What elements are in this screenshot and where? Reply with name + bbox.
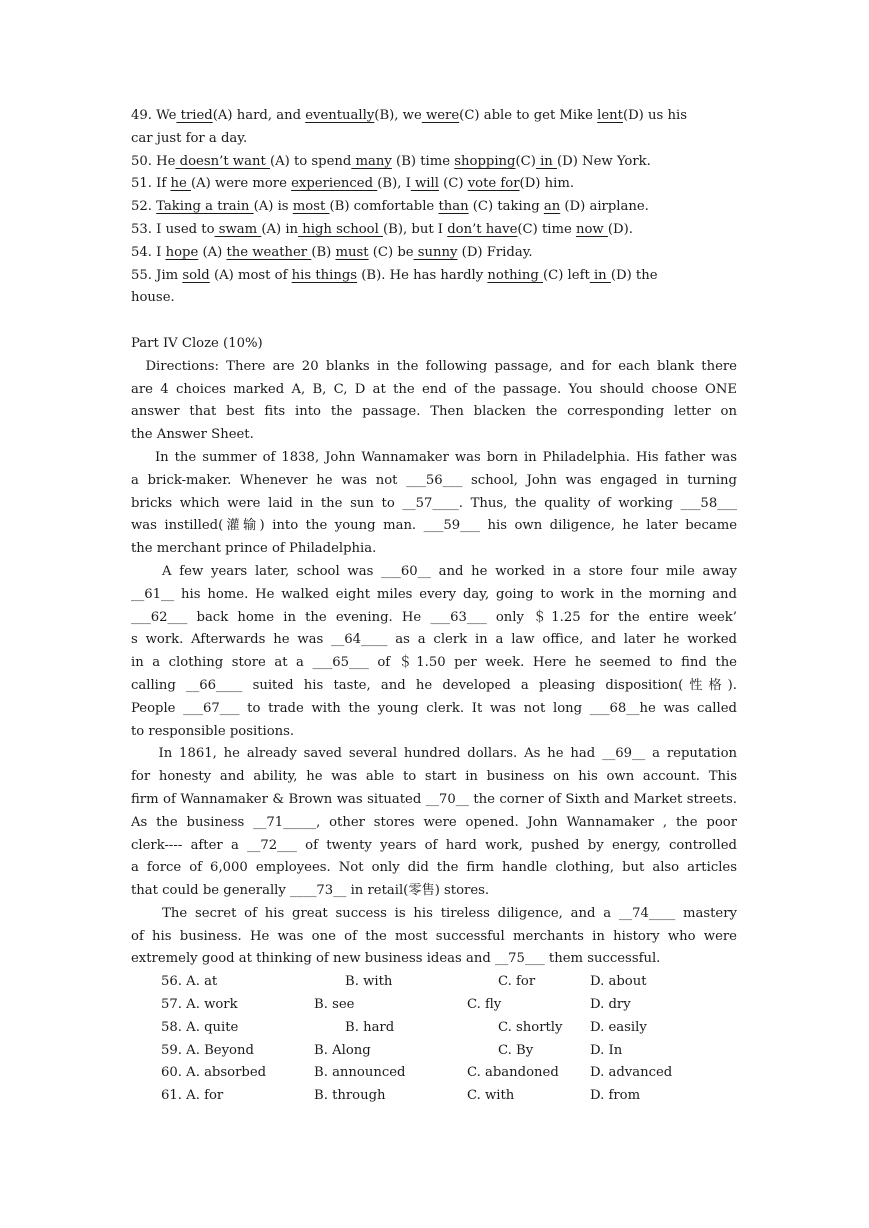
text-segment: (A) most of: [209, 267, 292, 283]
directions-line: are 4 choices marked A, B, C, D at the end of the passage. You should choose ONE: [131, 381, 737, 397]
text-segment: 52.: [131, 199, 157, 215]
choice-num: 60. A. absorbed: [161, 1065, 267, 1081]
passage-line: of his business. He was one of the most successful merchants in history who were: [131, 928, 737, 944]
choice-c: C. abandoned: [467, 1065, 559, 1081]
underlined-segment: sold: [182, 267, 210, 283]
text-segment: (C) be: [368, 244, 414, 260]
underlined-segment: were: [421, 108, 460, 123]
text-segment: 50. He: [131, 153, 176, 169]
choice-d: D. from: [590, 1088, 641, 1104]
choice-row: [131, 1017, 737, 1040]
underlined-segment: Taking a train: [156, 199, 254, 215]
underlined-segment: in: [589, 267, 611, 283]
passage-line: that could be generally ____73__ in retail(零售) stores.: [131, 883, 490, 899]
choice-row: [131, 1062, 737, 1085]
underlined-segment: will: [410, 176, 439, 192]
text-segment: house.: [131, 290, 175, 306]
text-segment: (C) able to get Mike: [459, 108, 598, 123]
text-segment: (B): [311, 244, 336, 260]
error-item-line: [131, 105, 737, 128]
underlined-segment: experienced: [291, 176, 378, 192]
underlined-segment: must: [335, 244, 369, 260]
text-segment: (D) us his: [622, 108, 687, 123]
underlined-segment: now: [575, 221, 608, 237]
passage-line: In the summer of 1838, John Wannamaker was born in Philadelphia. His father was: [131, 449, 737, 465]
choice-c: C. By: [498, 1042, 534, 1058]
choice-num: 57. A. work: [161, 997, 238, 1013]
text-segment: (C) taking: [468, 199, 544, 215]
text-segment: (D) the: [610, 267, 658, 283]
passage-line: a force of 6,000 employees. Not only did the firm handle clothing, but also articles: [131, 860, 737, 876]
choice-b: B. through: [314, 1088, 386, 1104]
cloze-passage: [131, 447, 737, 971]
directions-line: Directions: There are 20 blanks in the following passage, and for each blank there: [131, 358, 737, 374]
underlined-segment: in: [535, 153, 557, 169]
underlined-segment: the weather: [226, 244, 312, 260]
passage-line: __61__ his home. He walked eight miles every day, going to work in the morning and: [131, 586, 737, 602]
passage-line: a brick-maker. Whenever he was not ___56___ school, John was engaged in turning: [131, 472, 737, 488]
choice-num: 59. A. Beyond: [161, 1042, 254, 1058]
passage-line: for honesty and ability, he was able to start in business on his own account. This: [131, 769, 737, 785]
underlined-segment: lent: [597, 108, 623, 123]
choice-c: C. shortly: [498, 1019, 563, 1035]
underlined-segment: doesn’t want: [175, 153, 270, 169]
text-segment: 51. If: [131, 176, 171, 192]
text-segment: (B) comfortable: [329, 199, 439, 215]
underlined-segment: many: [351, 153, 392, 169]
choice-d: D. In: [590, 1042, 623, 1058]
underlined-segment: swam: [214, 221, 262, 237]
text-segment: (B), but I: [383, 221, 448, 237]
passage-line: to responsible positions.: [131, 723, 295, 739]
text-segment: (D) Friday.: [457, 244, 533, 260]
underlined-segment: most: [292, 199, 330, 215]
choice-num: 58. A. quite: [161, 1019, 239, 1035]
passage-line: firm of Wannamaker & Brown was situated __70__ the corner of Sixth and Market streets.: [131, 791, 737, 807]
passage-line: ___62___ back home in the evening. He ___63___ only ＄1.25 for the entire week’: [131, 609, 737, 625]
passage-line: The secret of his great success is his tireless diligence, and a __74____ mastery: [131, 905, 737, 921]
choice-row: [131, 971, 737, 994]
underlined-segment: he: [170, 176, 191, 192]
text-segment: (A) in: [261, 221, 299, 237]
choice-row: [131, 994, 737, 1017]
underlined-segment: his things: [291, 267, 358, 283]
passage-line: extremely good at thinking of new business ideas and __75___ them successful.: [131, 951, 661, 967]
underlined-segment: an: [543, 199, 561, 215]
text-segment: (A): [198, 244, 227, 260]
directions: [131, 356, 737, 447]
choice-d: D. about: [590, 974, 647, 990]
choice-b: B. Along: [314, 1042, 371, 1058]
directions-line: the Answer Sheet.: [131, 427, 254, 443]
passage-line: bricks which were laid in the sun to __57____. Thus, the quality of working ___58___: [131, 495, 737, 511]
text-segment: car just for a day.: [131, 130, 248, 146]
blank-line: [131, 310, 737, 333]
error-item-line: [131, 151, 737, 174]
text-segment: 55. Jim: [131, 267, 183, 283]
underlined-segment: hope: [165, 244, 199, 260]
text-segment: (A) hard, and: [212, 108, 306, 123]
choice-b: B. announced: [314, 1065, 406, 1081]
text-segment: 53. I used to: [131, 221, 215, 237]
passage-line: clerk---- after a __72___ of twenty years of hard work, pushed by energy, controlled: [131, 837, 737, 853]
passage-line: In 1861, he already saved several hundred dollars. As he had __69__ a reputation: [131, 746, 737, 762]
choice-num: 61. A. for: [161, 1088, 224, 1104]
document-page: [131, 105, 737, 1108]
text-segment: 49. We: [131, 108, 177, 123]
text-segment: (C): [515, 153, 536, 169]
underlined-segment: sunny: [413, 244, 458, 260]
error-correction-section: [131, 105, 737, 310]
underlined-segment: shopping: [454, 153, 516, 169]
choice-d: D. advanced: [590, 1065, 673, 1081]
choice-b: B. hard: [345, 1019, 395, 1035]
underlined-segment: don’t have: [447, 221, 518, 237]
text-segment: (D) airplane.: [560, 199, 649, 215]
passage-line: People ___67___ to trade with the young clerk. It was not long ___68__he was called: [131, 700, 737, 716]
underlined-segment: tried: [176, 108, 213, 123]
choice-d: D. dry: [590, 997, 631, 1013]
text-segment: (C) time: [517, 221, 576, 237]
section-title: Part IV Cloze (10%): [131, 335, 263, 351]
text-segment: (D) New York.: [557, 153, 651, 169]
text-segment: (C): [438, 176, 468, 192]
underlined-segment: vote for: [467, 176, 520, 192]
underlined-segment: high school: [298, 221, 384, 237]
choice-d: D. easily: [590, 1019, 647, 1035]
passage-line: s work. Afterwards he was __64____ as a clerk in a law office, and later he worked: [131, 632, 737, 648]
text-segment: (B). He has hardly: [357, 267, 488, 283]
error-item-line: [131, 196, 737, 219]
passage-line: the merchant prince of Philadelphia.: [131, 541, 377, 557]
underlined-segment: eventually: [305, 108, 375, 123]
choice-c: C. for: [498, 974, 536, 990]
choice-c: C. with: [467, 1088, 515, 1104]
choice-c: C. fly: [467, 997, 502, 1013]
text-segment: (A) to spend: [269, 153, 352, 169]
text-segment: (C) left: [542, 267, 590, 283]
directions-line: answer that best fits into the passage. Then blacken the corresponding letter on: [131, 404, 737, 420]
passage-line: was instilled(灌输) into the young man. ___59___ his own diligence, he later became: [131, 518, 737, 534]
text-segment: 54. I: [131, 244, 166, 260]
error-item-line: [131, 265, 737, 288]
text-segment: (B), I: [377, 176, 411, 192]
choice-b: B. see: [314, 997, 355, 1013]
choice-row: [131, 1085, 737, 1108]
choice-num: 56. A. at: [161, 974, 218, 990]
passage-line: A few years later, school was ___60__ and he worked in a store four mile away: [131, 563, 737, 579]
choice-b: B. with: [345, 974, 393, 990]
error-item-line: [131, 287, 737, 310]
passage-line: calling __66____ suited his taste, and he developed a pleasing disposition(性格).: [131, 677, 737, 693]
error-item-line: [131, 173, 737, 196]
passage-line: in a clothing store at a ___65___ of ＄1.50 per week. Here he seemed to find the: [131, 655, 737, 671]
choice-row: [131, 1040, 737, 1063]
error-item-line: [131, 128, 737, 151]
underlined-segment: than: [438, 199, 469, 215]
text-segment: (B) time: [391, 153, 455, 169]
text-segment: (B), we: [374, 108, 422, 123]
error-item-line: [131, 242, 737, 265]
underlined-segment: nothing: [487, 267, 543, 283]
text-segment: (A) were more: [190, 176, 292, 192]
text-segment: (A) is: [253, 199, 293, 215]
text-segment: (D).: [607, 221, 633, 237]
answer-choices: [131, 971, 737, 1108]
text-segment: (D) him.: [519, 176, 575, 192]
passage-line: As the business __71_____, other stores were opened. John Wannamaker , the poor: [131, 814, 737, 830]
error-item-line: [131, 219, 737, 242]
